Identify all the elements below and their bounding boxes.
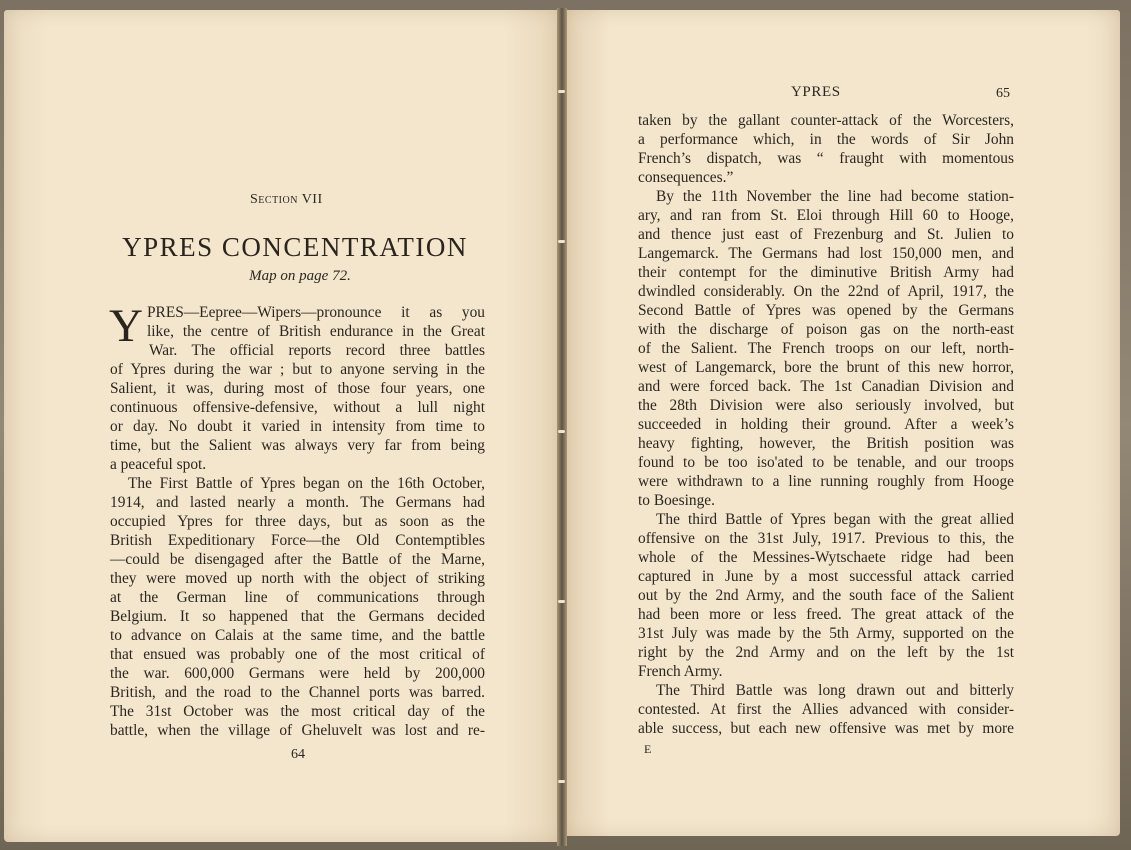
binding-stitch	[558, 780, 565, 783]
text-line: whole of the Messines-Wytschaete ridge had been	[638, 549, 1014, 566]
text-line: occupied Ypres for three days, but as soon as the	[110, 513, 485, 530]
text-line: west of Langemarck, bore the brunt of this new horror,	[638, 359, 1014, 376]
text-line: The third Battle of Ypres began with the great allied	[656, 511, 1014, 528]
text-line: of Ypres during the war ; but to anyone serving in the	[110, 361, 485, 378]
text-line: By the 11th November the line had become station-	[656, 188, 1014, 205]
chapter-title: YPRES CONCENTRATION	[122, 232, 468, 262]
text-line: offensive on the 31st July, 1917. Previous to this, the	[638, 530, 1014, 547]
running-head: YPRES	[791, 84, 841, 100]
text-line: had been more or less freed. The great attack of the	[638, 606, 1014, 623]
text-line: The 31st October was the most critical day of the	[110, 703, 485, 720]
text-line: to Boesinge.	[638, 492, 715, 509]
text-line: ary, and ran from St. Eloi through Hill 60 to Hooge,	[638, 207, 1014, 224]
opening-line-3	[149, 341, 485, 360]
text-line: with the discharge of poison gas on the north-east	[638, 321, 1014, 338]
binding-stitch	[558, 600, 565, 603]
text-line: —could be disengaged after the Battle of the Marne,	[110, 551, 485, 568]
text-line: Salient, it was, during most of those four years, one	[110, 380, 485, 397]
text-line: captured in June by a most successful attack carried	[638, 568, 1014, 585]
text-line: British Expeditionary Force—the Old Contemptibles	[110, 532, 485, 549]
text-line: British, and the road to the Channel ports was barred.	[110, 684, 485, 701]
signature-mark: E	[644, 742, 652, 756]
text-line: or day. No doubt it varied in intensity from time to	[110, 418, 485, 435]
text-line: PRES—Eepree—Wipers—pronounce it as you	[147, 304, 485, 321]
text-line: able success, but each new offensive was met by more	[638, 720, 1014, 737]
page-number-left: 64	[291, 747, 305, 762]
text-line: succeeded in holding their ground. After a week’s	[638, 416, 1014, 433]
text-line: their contempt for the diminutive British Army had	[638, 264, 1014, 281]
text-line: right by the 2nd Army and on the left by the 1st	[638, 644, 1014, 661]
text-line: of the Salient. The French troops on our left, north-	[638, 340, 1014, 357]
drop-cap: Y	[109, 300, 143, 352]
text-line: The First Battle of Ypres began on the 16th October,	[128, 475, 485, 492]
text-line: Second Battle of Ypres was opened by the Germans	[638, 302, 1014, 319]
text-line: Langemarck. The Germans had lost 150,000 men, and	[638, 245, 1014, 262]
book-gutter	[557, 8, 567, 846]
text-line: French Army.	[638, 663, 723, 680]
text-line: 31st July was made by the 5th Army, supported on the	[638, 625, 1014, 642]
text-line: the war. 600,000 Germans were held by 200,000	[110, 665, 485, 682]
text-line: taken by the gallant counter-attack of the Worcesters,	[638, 112, 1014, 129]
text-line: and thence just east of Frezenburg and St. Julien to	[638, 226, 1014, 243]
text-line: consequences.”	[638, 169, 734, 186]
text-line: the 28th Division were also seriously involved, but	[638, 397, 1014, 414]
binding-stitch	[558, 430, 565, 433]
text-line: 1914, and lasted nearly a month. The Germans had	[110, 494, 485, 511]
text-line: time, but the Salient was always very far from being	[110, 437, 485, 454]
right-body-text	[638, 111, 1014, 738]
text-line: French’s dispatch, was “ fraught with momentous	[638, 150, 1014, 167]
text-line: heavy fighting, however, the British position was	[638, 435, 1014, 452]
text-line: a performance which, in the words of Sir John	[638, 131, 1014, 148]
text-line: found to be too iso'ated to be tenable, and our troops	[638, 454, 1014, 471]
text-line: to advance on Calais at the same time, and the battle	[110, 627, 485, 644]
text-line: out by the 2nd Army, and the south face of the Salient	[638, 587, 1014, 604]
left-body-text	[110, 360, 485, 740]
text-line: were withdrawn to a line running roughly from Hooge	[638, 473, 1014, 490]
text-line: at the German line of communications through	[110, 589, 485, 606]
page-number-right: 65	[996, 86, 1010, 101]
opening-lines	[147, 303, 485, 341]
text-line: like, the centre of British endurance in the Great	[147, 323, 485, 340]
text-line: War. The official reports record three battles	[149, 342, 485, 359]
text-line: they were moved up north with the object of striking	[110, 570, 485, 587]
text-line: a peaceful spot.	[110, 456, 207, 473]
binding-stitch	[558, 240, 565, 243]
text-line: continuous offensive-defensive, without a lull night	[110, 399, 485, 416]
text-line: battle, when the village of Gheluvelt was lost and re-	[110, 722, 485, 739]
section-label: Section VII	[250, 192, 323, 207]
text-line: dwindled considerably. On the 22nd of April, 1917, the	[638, 283, 1014, 300]
text-line: that ensued was probably one of the most critical of	[110, 646, 485, 663]
text-line: Belgium. It so happened that the Germans decided	[110, 608, 485, 625]
text-line: contested. At first the Allies advanced with consider-	[638, 701, 1014, 718]
map-reference-note: Map on page 72.	[249, 268, 351, 284]
text-line: The Third Battle was long drawn out and bitterly	[656, 682, 1014, 699]
binding-stitch	[558, 90, 565, 93]
text-line: and were forced back. The 1st Canadian Division and	[638, 378, 1014, 395]
